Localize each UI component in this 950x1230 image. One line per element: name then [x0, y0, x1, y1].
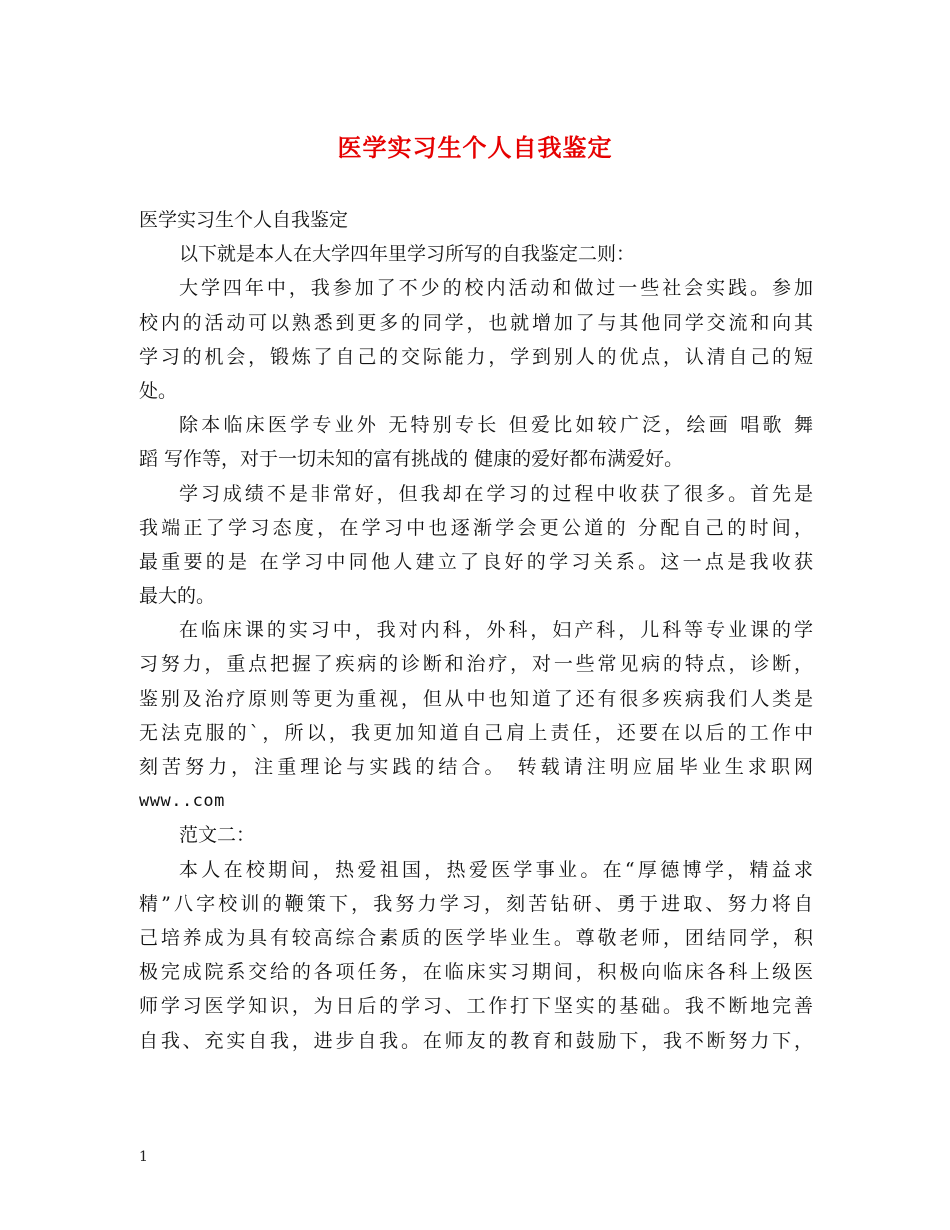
paragraph-line: 习努力，重点把握了疾病的诊断和治疗，对一些常见病的特点，诊断，	[139, 653, 813, 676]
paragraph-line: 最大的。	[139, 585, 216, 608]
paragraph-line: 蹈 写作等，对于一切未知的富有挑战的 健康的爱好都布满爱好。	[139, 448, 684, 471]
paragraph-line: 校内的活动可以熟悉到更多的同学，也就增加了与其他同学交流和向其	[139, 311, 813, 334]
paragraph-line: 我端正了学习态度，在学习中也逐渐学会更公道的 分配自己的时间，	[139, 516, 813, 539]
paragraph-line: 在临床课的实习中，我对内科，外科，妇产科，儿科等专业课的学	[179, 619, 813, 642]
paragraph-line: 处。	[139, 379, 178, 402]
paragraph-line: 己培养成为具有较高综合素质的医学毕业生。尊敬老师，团结同学，积	[139, 926, 813, 949]
paragraph-line: 无法克服的`，所以，我更加知道自己肩上责任，还要在以后的工作中	[139, 721, 813, 744]
paragraph-line: 师学习医学知识，为日后的学习、工作打下坚实的基础。我不断地完善	[139, 995, 813, 1018]
paragraph-line: 学习的机会，锻炼了自己的交际能力，学到别人的优点，认清自己的短	[139, 345, 813, 368]
paragraph-line: 刻苦努力，注重理论与实践的结合。 转载请注明应届毕业生求职网	[139, 756, 813, 778]
paragraph-line: 鉴别及治疗原则等更为重视，但从中也知道了还有很多疾病我们人类是	[139, 687, 813, 710]
page-number: 1	[139, 1149, 148, 1165]
paragraph-line: 学习成绩不是非常好，但我却在学习的过程中收获了很多。首先是	[179, 482, 813, 505]
subtitle-line: 医学实习生个人自我鉴定	[139, 209, 349, 231]
website-line: www..com	[139, 791, 225, 812]
document-title: 医学实习生个人自我鉴定	[337, 133, 613, 162]
paragraph-line: 本人在校期间，热爱祖国，热爱医学事业。在“厚德博学，精益求	[179, 858, 813, 881]
paragraph-line: 除本临床医学专业外 无特别专长 但爱比如较广泛，绘画 唱歌 舞	[179, 414, 813, 437]
paragraph-line: 自我、充实自我，进步自我。在师友的教育和鼓励下，我不断努力下，	[139, 1029, 813, 1052]
paragraph-line: 精”八字校训的鞭策下，我努力学习，刻苦钻研、勇于进取、努力将自	[139, 892, 813, 915]
paragraph-line: 极完成院系交给的各项任务，在临床实习期间，积极向临床各科上级医	[139, 961, 813, 984]
paragraph-line: 大学四年中，我参加了不少的校内活动和做过一些社会实践。参加	[179, 277, 813, 300]
document-body	[139, 203, 813, 1058]
intro-line: 以下就是本人在大学四年里学习所写的自我鉴定二则：	[179, 243, 636, 266]
section-heading: 范文二：	[179, 824, 256, 847]
paragraph-line: 最重要的是 在学习中同他人建立了良好的学习关系。这一点是我收获	[139, 550, 813, 573]
